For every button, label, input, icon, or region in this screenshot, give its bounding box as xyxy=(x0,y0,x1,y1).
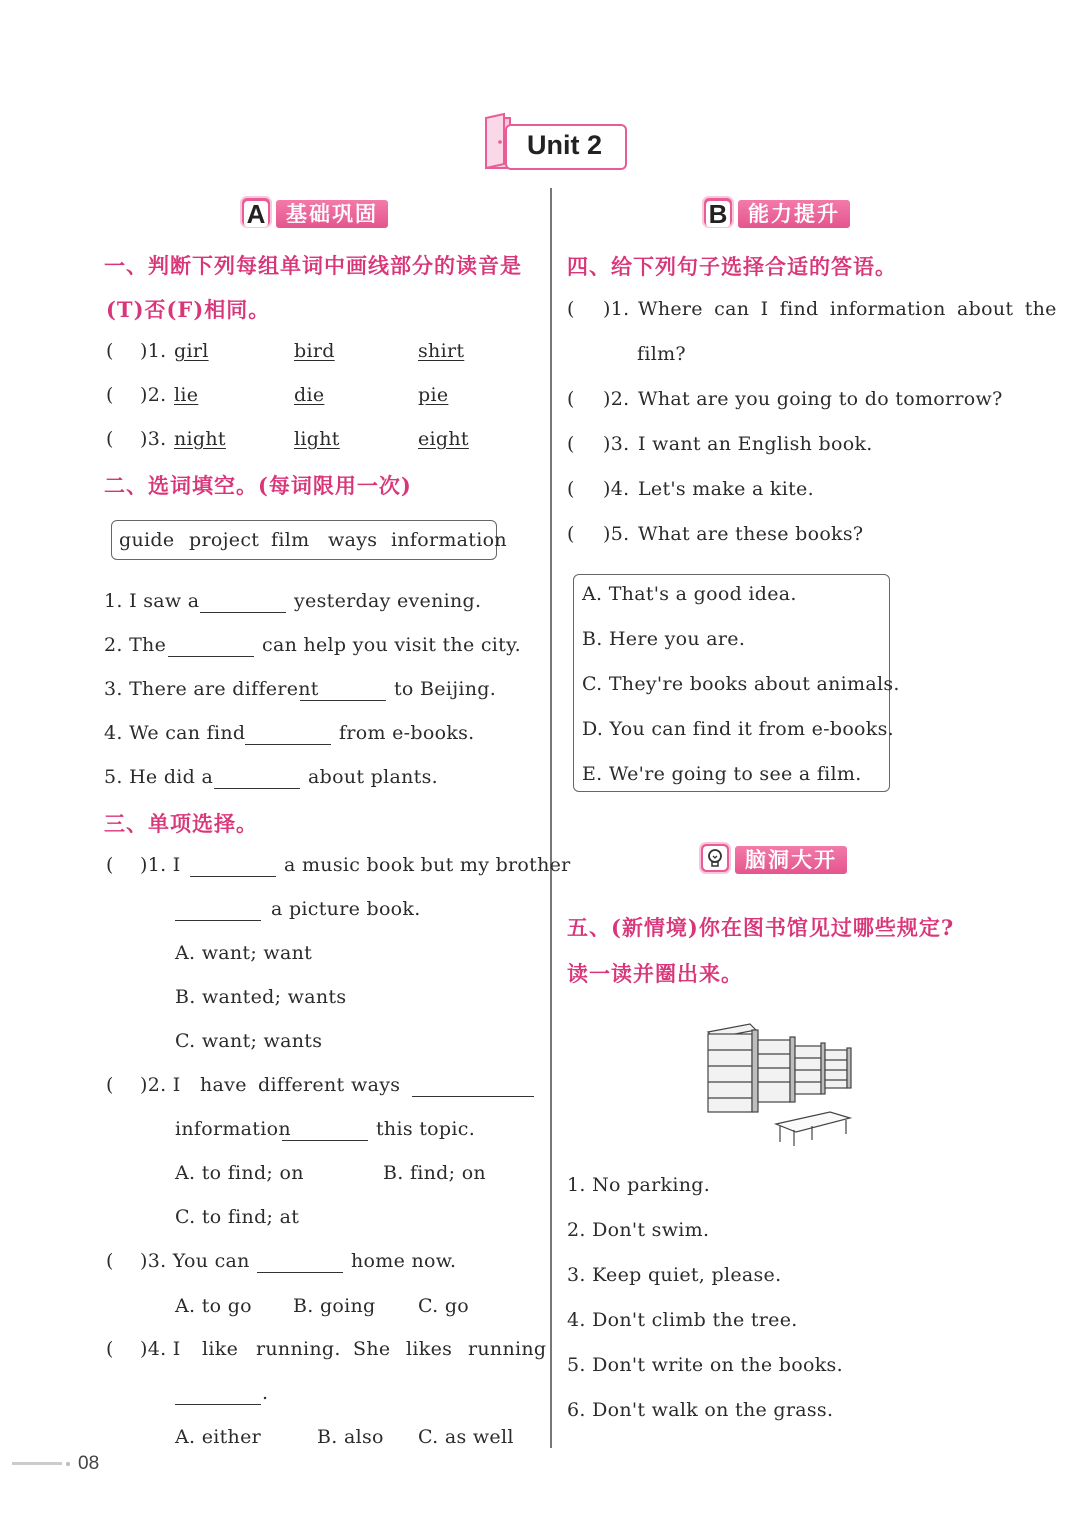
item-number: )5. xyxy=(603,523,630,545)
question-word: running xyxy=(468,1338,547,1360)
question-word: running. xyxy=(256,1338,341,1360)
sentence-start: 5. He did a xyxy=(104,766,214,788)
word: eight xyxy=(418,428,469,450)
question-text: Where can I find information about the xyxy=(638,298,1057,320)
answer-paren: ( xyxy=(106,1250,114,1272)
option: A. to go xyxy=(175,1295,252,1317)
answer-blank[interactable] xyxy=(245,724,331,745)
question-word: have xyxy=(200,1074,247,1096)
option: A. to find; on xyxy=(175,1162,304,1184)
rule-item[interactable]: 4. Don't climb the tree. xyxy=(567,1309,798,1331)
answer-blank[interactable] xyxy=(168,636,254,657)
question-start: )2. I xyxy=(140,1074,181,1096)
option: C. go xyxy=(418,1295,470,1317)
word: die xyxy=(294,384,325,406)
option: C. as well xyxy=(418,1426,514,1448)
brainstorm-badge xyxy=(699,842,874,876)
part5-title-line1: 五、(新情境)你在图书馆见过哪些规定? xyxy=(567,915,955,940)
answer-paren: ( xyxy=(567,388,575,410)
question-start: )3. You can xyxy=(140,1250,250,1272)
answer-blank[interactable] xyxy=(282,1120,368,1141)
answer-blank[interactable] xyxy=(200,592,286,613)
unit-title-box xyxy=(505,124,627,170)
word-bank-word: guide xyxy=(119,529,175,551)
answer-paren: ( xyxy=(106,1338,114,1360)
answer-paren: ( xyxy=(106,854,114,876)
question-text: film? xyxy=(637,343,686,365)
word: lie xyxy=(174,384,199,406)
option: A. want; want xyxy=(175,942,313,964)
question-start: )4. I xyxy=(140,1338,181,1360)
page-bar xyxy=(12,1462,62,1465)
rule-item[interactable]: 5. Don't write on the books. xyxy=(567,1354,843,1376)
word: shirt xyxy=(418,340,465,362)
word-bank-word: ways xyxy=(328,529,378,551)
part4-title: 四、给下列句子选择合适的答语。 xyxy=(567,254,897,279)
part2-title: 二、选词填空。(每词限用一次) xyxy=(104,473,412,498)
question-word: like xyxy=(202,1338,239,1360)
answer-option: B. Here you are. xyxy=(582,628,746,650)
question-text: home now. xyxy=(351,1250,457,1272)
answer-blank[interactable] xyxy=(175,1384,261,1405)
word-bank-word: information xyxy=(391,529,507,551)
section-b-letter: B xyxy=(702,196,734,228)
page-dot xyxy=(66,1462,70,1466)
item-number: )4. xyxy=(603,478,630,500)
answer-option: D. You can find it from e-books. xyxy=(582,718,895,740)
word: girl xyxy=(174,340,209,362)
answer-blank[interactable] xyxy=(300,680,386,701)
question-text: Let's make a kite. xyxy=(638,478,814,500)
question-word: She xyxy=(353,1338,391,1360)
word: light xyxy=(294,428,340,450)
option: C. to find; at xyxy=(175,1206,300,1228)
sentence-end: about plants. xyxy=(308,766,438,788)
part5-title-line2: 读一读并圈出来。 xyxy=(567,961,743,986)
lightbulb-icon xyxy=(699,842,731,874)
question-word: ways xyxy=(351,1074,401,1096)
part3-title: 三、单项选择。 xyxy=(104,811,258,836)
answer-paren: ( xyxy=(567,523,575,545)
item-number: )1. xyxy=(140,340,167,362)
answer-option: C. They're books about animals. xyxy=(582,673,900,695)
section-a-badge xyxy=(240,196,410,230)
option: B. going xyxy=(293,1295,376,1317)
sentence-start: 2. The xyxy=(104,634,167,656)
answer-paren: ( xyxy=(106,1074,114,1096)
word: bird xyxy=(294,340,335,362)
rule-item[interactable]: 3. Keep quiet, please. xyxy=(567,1264,782,1286)
question-text: this topic. xyxy=(376,1118,476,1140)
library-illustration xyxy=(700,1020,860,1150)
option: B. find; on xyxy=(383,1162,486,1184)
section-a-letter: A xyxy=(240,196,272,228)
item-number: )2. xyxy=(140,384,167,406)
part1-title-line2: (T)否(F)相同。 xyxy=(106,297,271,322)
answer-blank[interactable] xyxy=(190,856,276,877)
brainstorm-label: 脑洞大开 xyxy=(735,846,847,874)
rule-item[interactable]: 1. No parking. xyxy=(567,1174,711,1196)
sentence-start: 3. There are different xyxy=(104,678,319,700)
option: A. either xyxy=(175,1426,262,1448)
word-bank-word: film xyxy=(271,529,310,551)
question-word: different xyxy=(258,1074,345,1096)
answer-option: E. We're going to see a film. xyxy=(582,763,862,785)
question-text: information xyxy=(175,1118,291,1140)
section-b-label: 能力提升 xyxy=(738,200,850,228)
option: B. wanted; wants xyxy=(175,986,347,1008)
page-number: 08 xyxy=(78,1453,100,1474)
question-text: a music book but my brother xyxy=(284,854,571,876)
question-text: a picture book. xyxy=(271,898,421,920)
item-number: )3. xyxy=(603,433,630,455)
rule-item[interactable]: 6. Don't walk on the grass. xyxy=(567,1399,834,1421)
answer-paren: ( xyxy=(567,298,575,320)
answer-paren: ( xyxy=(106,428,114,450)
word: night xyxy=(174,428,226,450)
question-end: . xyxy=(262,1382,269,1404)
sentence-end: yesterday evening. xyxy=(294,590,482,612)
section-b-badge xyxy=(702,196,872,230)
unit-title: Unit 2 xyxy=(527,130,603,160)
sentence-start: 1. I saw a xyxy=(104,590,200,612)
answer-paren: ( xyxy=(567,478,575,500)
word-bank-word: project xyxy=(189,529,260,551)
answer-blank[interactable] xyxy=(257,1252,343,1273)
option: B. also xyxy=(317,1426,384,1448)
section-a-label: 基础巩固 xyxy=(276,200,388,228)
sentence-end: from e-books. xyxy=(339,722,475,744)
part1-title-line1: 一、判断下列每组单词中画线部分的读音是 xyxy=(104,253,522,278)
option: C. want; wants xyxy=(175,1030,323,1052)
answer-blank[interactable] xyxy=(412,1076,534,1097)
question-start: )1. I xyxy=(140,854,181,876)
answer-blank[interactable] xyxy=(214,768,300,789)
rule-item[interactable]: 2. Don't swim. xyxy=(567,1219,710,1241)
column-divider xyxy=(550,188,552,1448)
answer-paren: ( xyxy=(567,433,575,455)
answer-paren: ( xyxy=(106,384,114,406)
item-number: )2. xyxy=(603,388,630,410)
word: pie xyxy=(418,384,449,406)
question-text: I want an English book. xyxy=(638,433,873,455)
question-word: likes xyxy=(406,1338,453,1360)
item-number: )3. xyxy=(140,428,167,450)
word-bank xyxy=(111,520,507,560)
sentence-start: 4. We can find xyxy=(104,722,246,744)
sentence-end: can help you visit the city. xyxy=(262,634,521,656)
answer-blank[interactable] xyxy=(175,900,261,921)
question-text: What are you going to do tomorrow? xyxy=(638,388,1003,410)
sentence-end: to Beijing. xyxy=(394,678,497,700)
answer-paren: ( xyxy=(106,340,114,362)
answer-option: A. That's a good idea. xyxy=(582,583,797,605)
answer-box xyxy=(573,574,900,792)
question-text: What are these books? xyxy=(638,523,864,545)
item-number: )1. xyxy=(603,298,630,320)
